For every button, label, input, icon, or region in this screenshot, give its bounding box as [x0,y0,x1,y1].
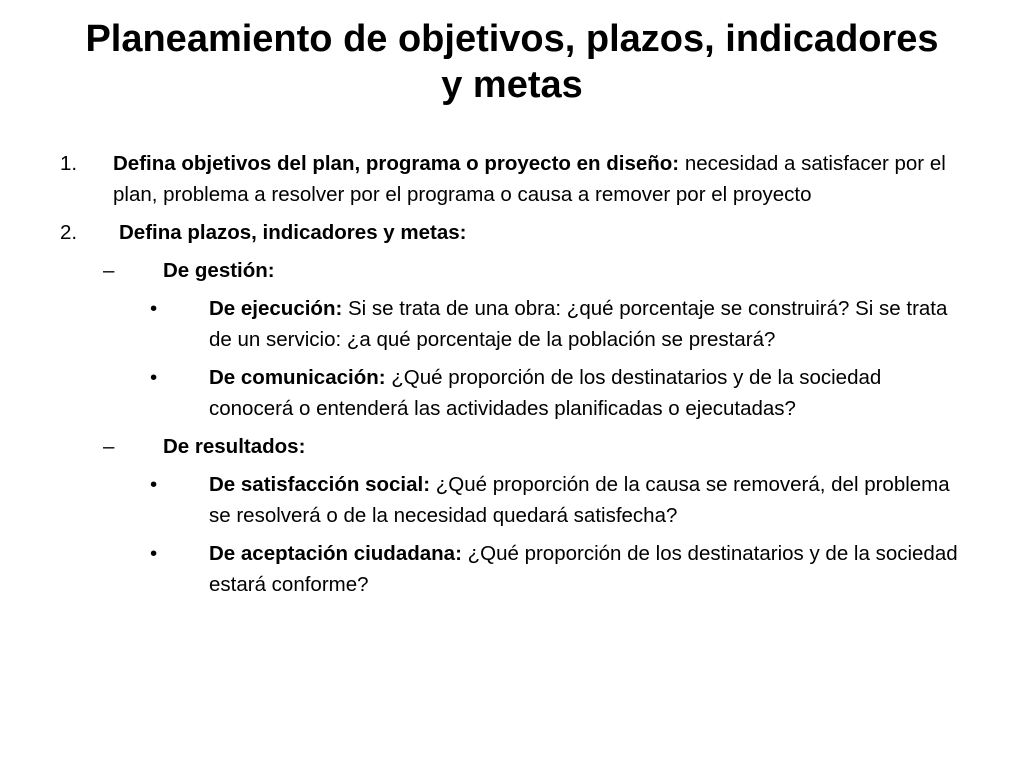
list-number: 2. [60,221,78,244]
slide-body [0,148,1024,600]
bullet-description: ¿Qué proporción de la causa se removerá, del problema se resolverá o de la necesidad quedará satisfecha? [209,473,950,527]
bullet-item-aceptacion [0,538,1024,600]
list-item-objetivos [0,148,1024,210]
bullet-marker: • [150,366,158,389]
list-item-heading: Defina objetivos del plan, programa o proyecto en diseño: [113,152,680,175]
bullet-heading: De aceptación ciudadana: [209,542,462,565]
bullet-marker: • [150,542,158,565]
list-item-heading: Defina plazos, indicadores y metas: [119,221,467,244]
list-item-description: necesidad a satisfacer por el plan, problema a resolver por el programa o causa a remover por el proyecto [113,152,946,206]
dash-marker: – [103,259,115,282]
title-line-1: Planeamiento de objetivos, plazos, indicadores [85,18,939,60]
bullet-text [209,362,969,424]
bullet-text [209,538,969,600]
bullet-marker: • [150,297,158,320]
sublist-heading: De gestión: [163,259,275,282]
sublist-item-gestion [0,255,1024,286]
bullet-heading: De comunicación: [209,366,386,389]
bullet-heading: De satisfacción social: [209,473,431,496]
list-item-text [113,148,973,210]
bullet-item-ejecucion [0,293,1024,355]
bullet-description: ¿Qué proporción de los destinatarios y de la sociedad estará conforme? [209,542,958,596]
bullet-item-satisfaccion [0,469,1024,531]
bullet-text [209,469,969,531]
bullet-description: ¿Qué proporción de los destinatarios y de la sociedad conocerá o entenderá las actividades planificadas o ejecutadas? [209,366,882,420]
sublist-item-resultados [0,431,1024,462]
list-item-plazos [0,217,1024,248]
bullet-marker: • [150,473,158,496]
sublist-heading: De resultados: [163,435,306,458]
list-item-text [119,217,979,248]
bullet-text [209,293,969,355]
title-line-2: y metas [441,64,583,106]
dash-marker: – [103,435,115,458]
bullet-description: Si se trata de una obra: ¿qué porcentaje se construirá? Si se trata de un servicio: ¿a qué porcentaje de la población se prestará? [209,297,948,351]
bullet-heading: De ejecución: [209,297,343,320]
bullet-item-comunicacion [0,362,1024,424]
slide-title [40,16,984,108]
list-number: 1. [60,152,78,175]
